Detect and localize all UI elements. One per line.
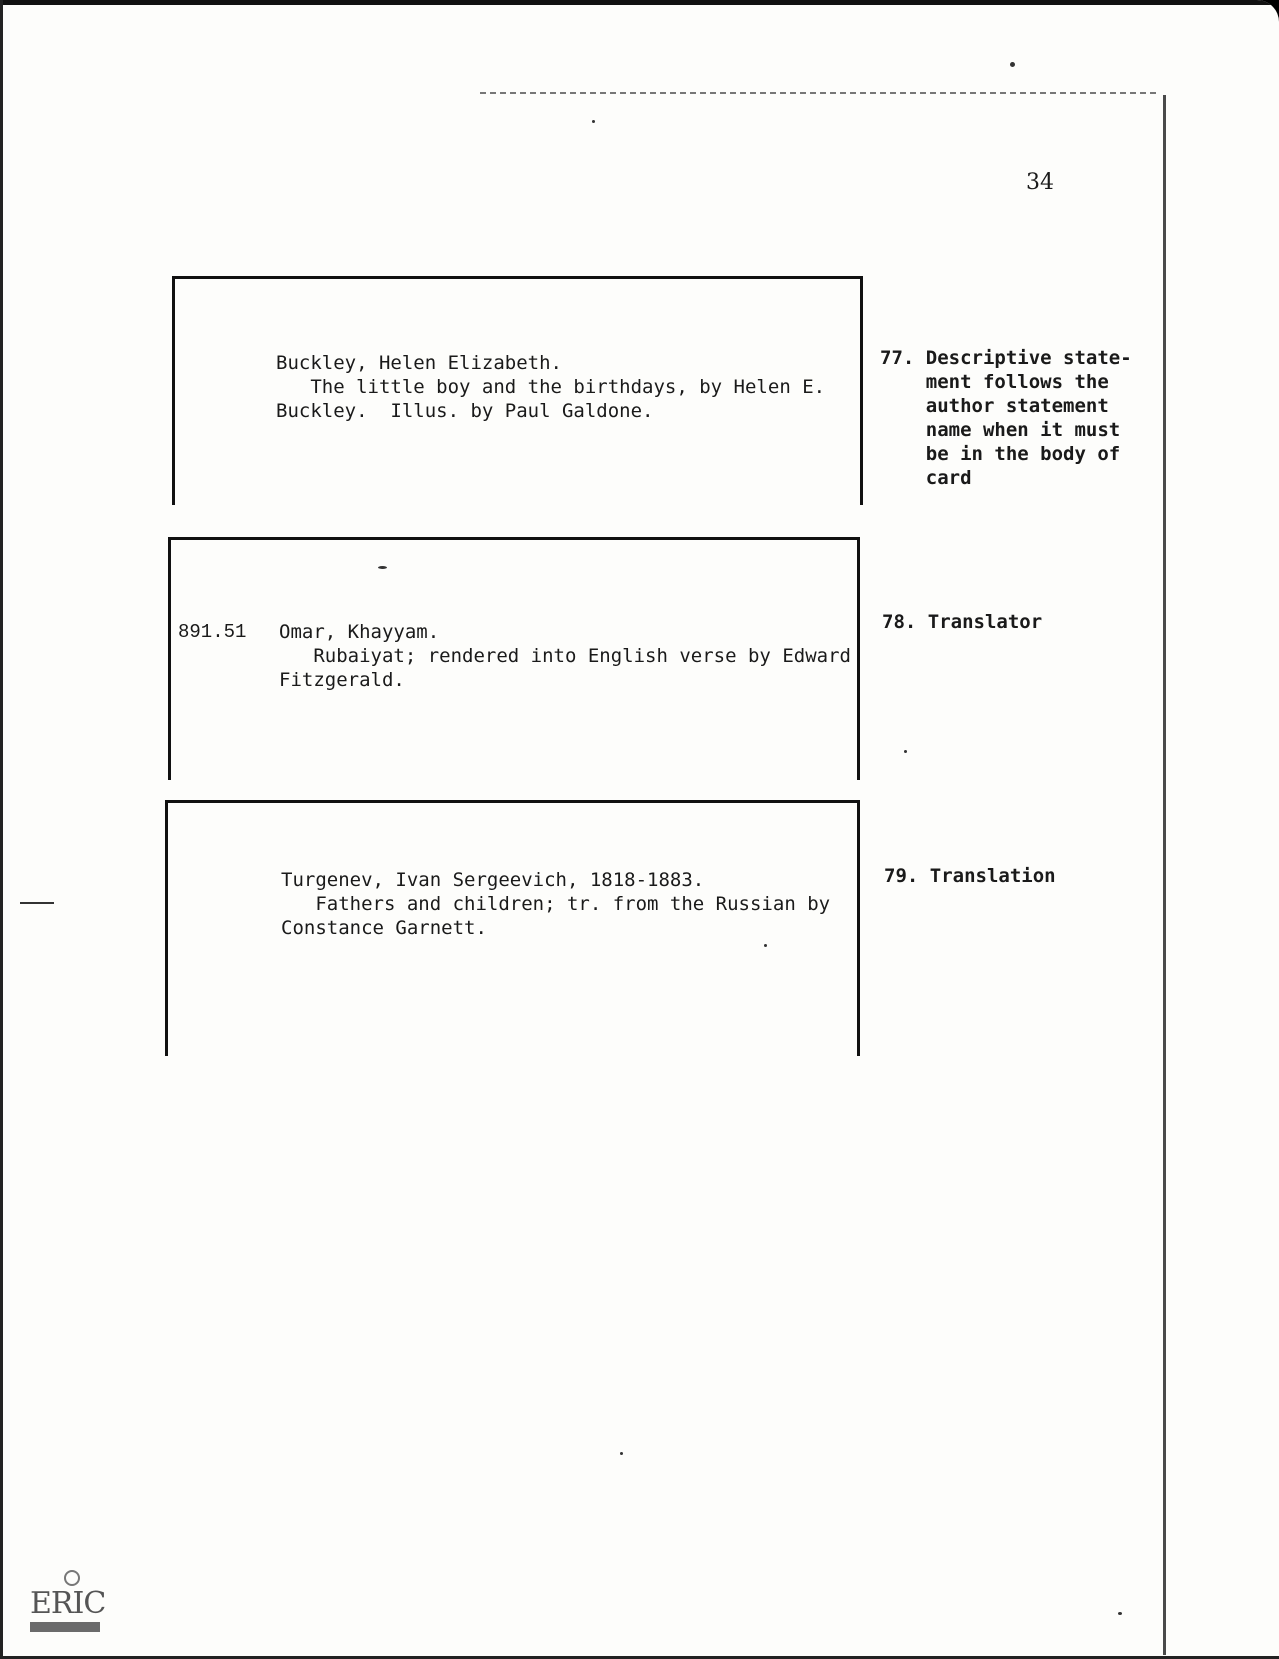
top-dashed-rule — [480, 92, 1156, 94]
card-2-line-2: Rubaiyat; rendered into English verse by Edward — [279, 645, 851, 667]
scan-speck — [764, 944, 767, 947]
card-1-entry — [276, 351, 825, 423]
note-78: 78. Translator — [882, 611, 1043, 633]
left-edge-rule — [0, 0, 3, 1659]
card-3-line-1: Turgenev, Ivan Sergeevich, 1818-1883. — [281, 869, 705, 891]
page-number: 34 — [1026, 170, 1054, 195]
scan-speck — [378, 566, 387, 569]
note-79: 79. Translation — [884, 865, 1056, 887]
eric-logo-wordmark: ERIC — [30, 1586, 106, 1621]
card-2-call-number: 891.51 — [178, 621, 247, 643]
card-1-line-1: Buckley, Helen Elizabeth. — [276, 352, 562, 374]
top-edge-rule — [0, 0, 1279, 5]
scan-speck — [20, 902, 54, 904]
scan-speck — [1118, 1612, 1122, 1615]
eric-logo-caption-bar — [30, 1622, 100, 1632]
scan-speck — [1010, 62, 1015, 67]
eric-logo-ring — [64, 1570, 80, 1586]
scan-speck — [904, 750, 907, 753]
card-2-line-1: Omar, Khayyam. — [279, 621, 440, 643]
eric-logo — [30, 1568, 106, 1640]
card-3-line-2: Fathers and children; tr. from the Russian by — [281, 893, 831, 915]
card-3-entry — [281, 868, 830, 940]
card-2-entry — [279, 620, 851, 692]
card-1-line-2: The little boy and the birthdays, by Helen E. — [276, 376, 826, 398]
right-margin-line — [1163, 95, 1166, 1655]
card-1-line-3: Buckley. Illus. by Paul Galdone. — [276, 400, 654, 422]
card-2-line-3: Fitzgerald. — [279, 669, 405, 691]
card-3-line-3: Constance Garnett. — [281, 917, 487, 939]
scan-speck — [620, 1452, 623, 1455]
scan-speck — [592, 120, 595, 123]
note-77: 77. Descriptive state- ment follows the author statement name when it must be in the body of card — [880, 347, 1132, 489]
